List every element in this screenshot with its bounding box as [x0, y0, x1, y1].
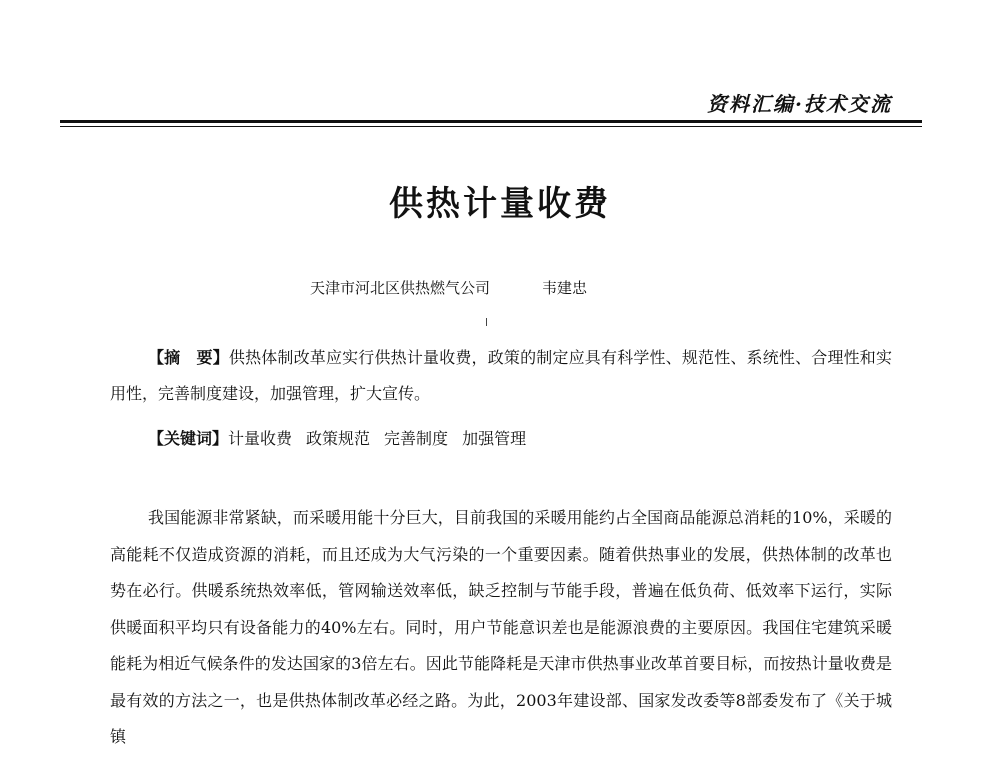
keywords — [148, 424, 540, 454]
section-header: 资料汇编·技术交流 — [707, 92, 892, 116]
abstract-label: 【摘 要】 — [148, 348, 229, 367]
stray-mark — [486, 318, 487, 326]
byline — [310, 277, 587, 298]
body-paragraph: 我国能源非常紧缺，而采暖用能十分巨大，目前我国的采暖用能约占全国商品能源总消耗的10%，采暖的高能耗不仅造成资源的消耗，而且还成为大气污染的一个重要因素。随着供热事业的发展，供热体制的改革也势在必行。供暖系统热效率低，管网输送效率低，缺乏控制与节能手段，普遍在低负荷、低效率下运行，实际供暖面积平均只有设备能力的40%左右。同时，用户节能意识差也是能源浪费的主要原因。我国住宅建筑采暖能耗为相近气候条件的发达国家的3倍左右。因此节能降耗是天津市供热事业改革首要目标，而按热计量收费是最有效的方法之一，也是供热体制改革必经之路。为此，2003年建设部、国家发改委等8部委发布了《关于城镇 — [110, 508, 892, 746]
header-rule-thick — [60, 120, 922, 123]
abstract-text: 供热体制改革应实行供热计量收费，政策的制定应具有科学性、规范性、系统性、合理性和实用性，完善制度建设，加强管理，扩大宣传。 — [110, 348, 892, 403]
keyword: 计量收费 — [228, 429, 293, 448]
keyword: 完善制度 — [384, 429, 449, 448]
header-rule-thin — [60, 126, 922, 127]
article-title: 供热计量收费 — [389, 184, 611, 224]
author-name: 韦建忠 — [542, 279, 588, 297]
affiliation: 天津市河北区供热燃气公司 — [310, 279, 491, 297]
keywords-label: 【关键词】 — [148, 429, 229, 448]
abstract — [110, 340, 892, 412]
keyword: 政策规范 — [306, 429, 371, 448]
keyword: 加强管理 — [462, 429, 527, 448]
